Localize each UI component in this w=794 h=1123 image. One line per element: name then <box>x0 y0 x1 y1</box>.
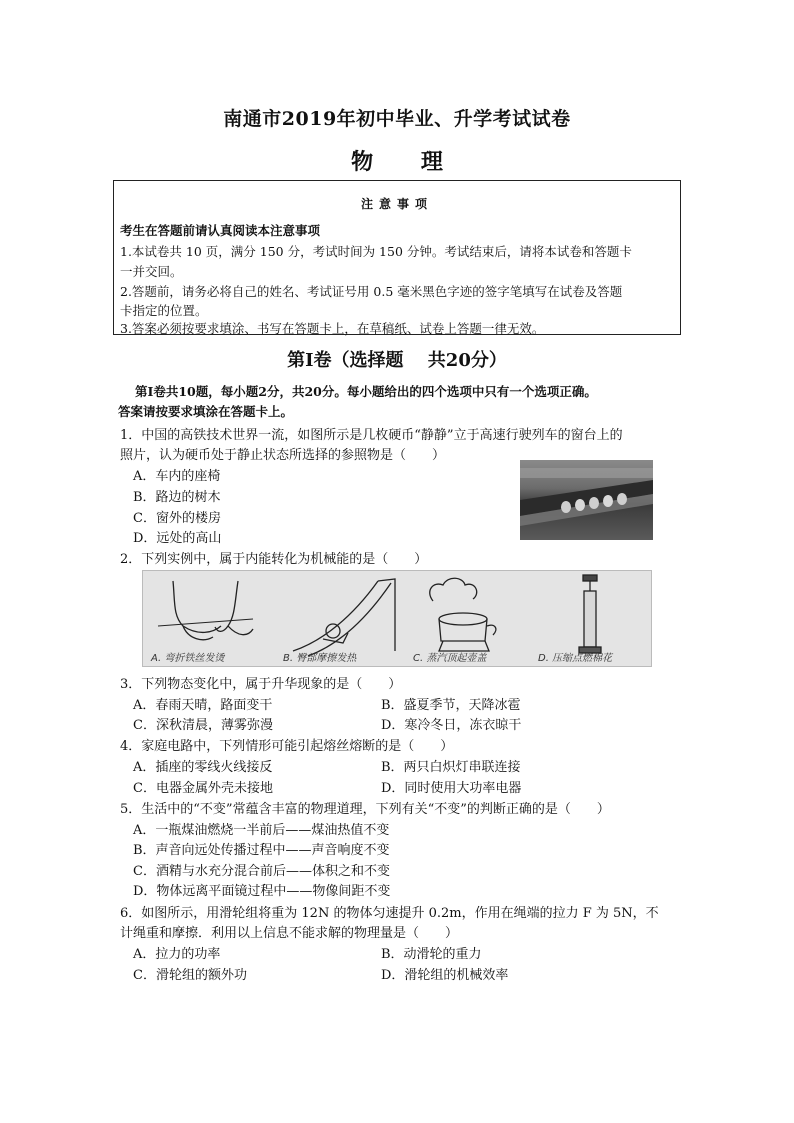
q5-stem: 5．生活中的“不变”常蕴含丰富的物理道理，下列有关“不变”的判断正确的是（ ） <box>120 802 610 817</box>
exam-title: 南通市2019年初中毕业、升学考试试卷 <box>223 108 571 130</box>
q6-stem-line-2: 计绳重和摩擦．利用以上信息不能求解的物理量是（ ） <box>120 926 459 941</box>
notice-line-2b: 卡指定的位置。 <box>120 303 208 318</box>
notice-title: 注意事项 <box>360 197 433 211</box>
q2-caption-c: C. 蒸汽顶起壶盖 <box>413 653 487 664</box>
q2-caption-d: D. 压缩点燃棉花 <box>538 653 613 664</box>
notice-subtitle: 考生在答题前请认真阅读本注意事项 <box>120 223 321 238</box>
q1-option-d: D．远处的高山 <box>133 531 222 546</box>
q2-stem: 2．下列实例中，属于内能转化为机械能的是（ ） <box>120 552 428 567</box>
q2-caption-b: B. 臀部摩擦发热 <box>283 653 357 664</box>
q4-option-c: C．电器金属外壳未接地 <box>133 781 273 796</box>
q1-stem-line-1: 1．中国的高铁技术世界一流，如图所示是几枚硬币“静静”立于高速行驶列车的窗台上的 <box>120 428 623 443</box>
q4-stem: 4．家庭电路中，下列情形可能引起熔丝熔断的是（ ） <box>120 739 454 754</box>
coins-on-windowsill-photo <box>520 460 653 540</box>
q3-option-b: B．盛夏季节，天降冰雹 <box>381 698 521 713</box>
q6-option-c: C．滑轮组的额外功 <box>133 968 247 983</box>
q5-option-c: C．酒精与水充分混合前后——体积之和不变 <box>133 864 390 879</box>
section-instruction-1: 第Ⅰ卷共10题，每小题2分，共20分。每小题给出的四个选项中只有一个选项正确。 <box>135 384 597 399</box>
q6-stem-line-1: 6．如图所示，用滑轮组将重为 12N 的物体匀速提升 0.2m，作用在绳端的拉力 F 为 5N，不 <box>120 906 659 921</box>
q6-option-b: B．动滑轮的重力 <box>381 947 482 962</box>
q4-option-a: A．插座的零线火线接反 <box>133 760 273 775</box>
q2-caption-a: A. 弯折铁丝发烫 <box>151 653 225 664</box>
q1-stem-line-2: 照片，认为硬币处于静止状态所选择的参照物是（ ） <box>120 448 446 463</box>
q5-option-b: B．声音向远处传播过程中——声音响度不变 <box>133 843 390 858</box>
notice-line-1a: 1.本试卷共 10 页，满分 150 分，考试时间为 150 分钟。考试结束后，请将本试卷和答题卡 <box>120 244 632 259</box>
q6-option-a: A．拉力的功率 <box>133 947 221 962</box>
q3-option-c: C．深秋清晨，薄雾弥漫 <box>133 718 273 733</box>
notice-line-2a: 2.答题前，请务必将自己的姓名、考试证号用 0.5 毫米黑色字迹的签字笔填写在试卷及答题 <box>120 284 623 299</box>
section-instruction-2: 答案请按要求填涂在答题卡上。 <box>118 404 294 419</box>
subject-title: 物 理 <box>351 149 463 175</box>
q1-option-a: A．车内的座椅 <box>133 469 221 484</box>
section-title: 第Ⅰ卷（选择题 共20分） <box>287 350 507 371</box>
q4-option-d: D．同时使用大功率电器 <box>381 781 522 796</box>
q3-option-a: A．春雨天晴，路面变干 <box>133 698 273 713</box>
q6-option-d: D．滑轮组的机械效率 <box>381 968 509 983</box>
q4-option-b: B．两只白炽灯串联连接 <box>381 760 521 775</box>
q1-option-c: C．窗外的楼房 <box>133 511 221 526</box>
notice-line-1b: 一并交回。 <box>120 264 183 279</box>
q2-figure <box>142 570 652 667</box>
q5-option-d: D．物体远离平面镜过程中——物像间距不变 <box>133 884 391 899</box>
q3-stem: 3．下列物态变化中，属于升华现象的是（ ） <box>120 677 402 692</box>
notice-line-3: 3.答案必须按要求填涂、书写在答题卡上，在草稿纸、试卷上答题一律无效。 <box>120 321 545 336</box>
q3-option-d: D．寒冷冬日，冻衣晾干 <box>381 718 522 733</box>
q1-option-b: B．路边的树木 <box>133 490 221 505</box>
notice-box <box>113 180 681 335</box>
q5-option-a: A．一瓶煤油燃烧一半前后——煤油热值不变 <box>133 823 390 838</box>
